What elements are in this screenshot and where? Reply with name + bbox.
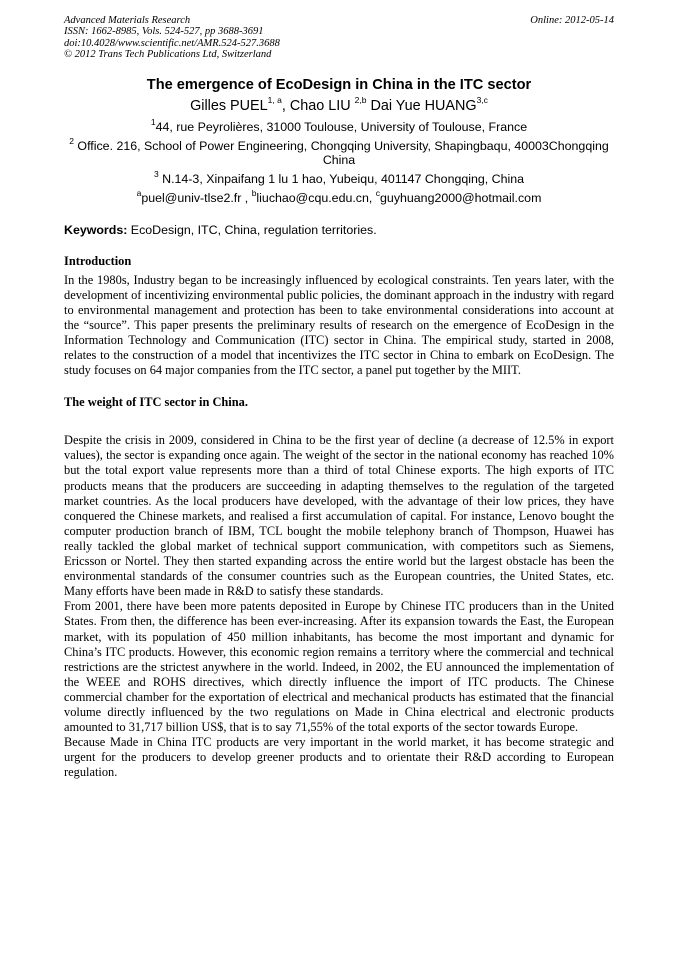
affiliation-3	[64, 169, 614, 187]
keywords-text: EcoDesign, ITC, China, regulation territories.	[127, 222, 377, 237]
author-name: Gilles PUEL	[190, 97, 268, 114]
affiliation-sup: 2	[69, 135, 74, 146]
author-name: Chao LIU	[289, 97, 355, 114]
body-paragraph: Because Made in China ITC products are very important in the world market, it has become strategic and urgent for the producers to develop greener products and to orientate their R&D according to European regulation.	[64, 735, 614, 780]
paper-title: The emergence of EcoDesign in China in the ITC sector	[146, 76, 532, 93]
body-paragraph: Despite the crisis in 2009, considered in China to be the first year of decline (a decrease of 12.5% in export values), the sector is expanding once again. The weight of the sector in the national economy has reached 10% but the total export value represents more than a third of total Chinese exports. The high exports of ITC products means that the producers are succeeding in adapting themselves to the regulation of the targeted market countries. As the local producers have developed, with the advantage of their low prices, they have conquered the Chinese markets, and realised a first accumulation of capital. For instance, Lenovo bought the computer production branch of IBM, TCL bought the mobile telephony branch of Thompson, Huawei has really tackled the global market of technical support communication, with competitors such as Siemens, Ericsson or Nortel. They then started expanding across the entire world but the largest obstacle has been the environmental standards of the consumer countries such as the European countries, the United States, etc. Many efforts have been made in R&D to satisfy these standards.	[64, 433, 614, 599]
author-sup: 1, a	[267, 94, 282, 105]
keywords-label: Keywords:	[64, 222, 128, 237]
section-heading-weight: The weight of ITC sector in China.	[64, 395, 248, 410]
issn-line: ISSN: 1662-8985, Vols. 524-527, pp 3688-3691	[64, 26, 264, 38]
email-link[interactable]: puel@univ-tlse2.fr ,	[141, 191, 252, 206]
affiliation-1	[64, 116, 614, 134]
body-paragraph: From 2001, there have been more patents deposited in Europe by Chinese ITC producers than in the United States. From then, the difference has been ever-increasing. After its expansion towards the East, the European market, with its population of 450 million inhabitants, has become the most important and dynamic for China’s ITC products. However, this economic region remains a territory where the commercial and technical restrictions are the strictest anywhere in the world. Indeed, in 2002, the EU announced the implementation of the WEEE and ROHS directives, which directly influence the import of ITC products. The Chinese commercial chamber for the exportation of electrical and mechanical products has estimated that the financial volume directly influenced by the two regulations on Made in China electrical and electronic products amounted to 31,717 billion US$, that is to say 71,55% of the total exports of the sector towards Europe.	[64, 599, 614, 735]
author-sep: ,	[281, 97, 290, 114]
intro-paragraph: In the 1980s, Industry began to be increasingly influenced by ecological constraints. Ten years later, with the development of incentivizing environmental public policies, the dominant approach in the industry with regard to environmental management and protection has been to take environmental considerations into account at the “source”. This paper presents the preliminary results of research on the emergence of EcoDesign in the Information Technology and Communication (ITC) sector in China. The empirical study, started in 2008, relates to the construction of a model that incentivizes the ITC sector in China to embark on EcoDesign. The study focuses on 64 major companies from the ITC sector, a panel put together by the MIIT.	[64, 272, 614, 378]
journal-header	[64, 15, 614, 61]
title-block	[64, 76, 614, 206]
author-list	[64, 94, 614, 115]
email-line	[64, 188, 614, 206]
journal-name: Advanced Materials Research	[64, 15, 191, 26]
email-sup: c	[375, 188, 381, 199]
affiliation-text: 44, rue Peyrolières, 31000 Toulouse, University of Toulouse, France	[155, 119, 528, 134]
section-heading-introduction: Introduction	[64, 253, 132, 268]
email-sup: b	[251, 188, 257, 199]
author-sup: 3,c	[476, 94, 488, 105]
paper-page	[64, 15, 614, 780]
doi-line: doi:10.4028/www.scientific.net/AMR.524-527.3688	[64, 37, 280, 49]
email-link[interactable]: guyhuang2000@hotmail.com	[380, 191, 542, 206]
affiliation-sup: 3	[153, 169, 159, 180]
affiliation-2	[64, 135, 614, 168]
email-link[interactable]: liuchao@cqu.edu.cn,	[256, 191, 376, 206]
online-date: Online: 2012-05-14	[530, 15, 614, 26]
affiliation-text: Office. 216, School of Power Engineering, Chongqing University, Shapingbaqu, 40003Chongqing China	[73, 138, 609, 168]
copyright-line: © 2012 Trans Tech Publications Ltd, Switzerland	[64, 49, 272, 61]
author-sup: 2,b	[354, 94, 367, 105]
author-name: Dai Yue HUANG	[370, 97, 477, 114]
keywords-line	[64, 223, 614, 238]
email-sup: a	[136, 188, 142, 199]
affiliation-text: N.14-3, Xinpaifang 1 lu 1 hao, Yubeiqu, 401147 Chongqing, China	[158, 172, 525, 187]
affiliation-sup: 1	[150, 116, 156, 127]
